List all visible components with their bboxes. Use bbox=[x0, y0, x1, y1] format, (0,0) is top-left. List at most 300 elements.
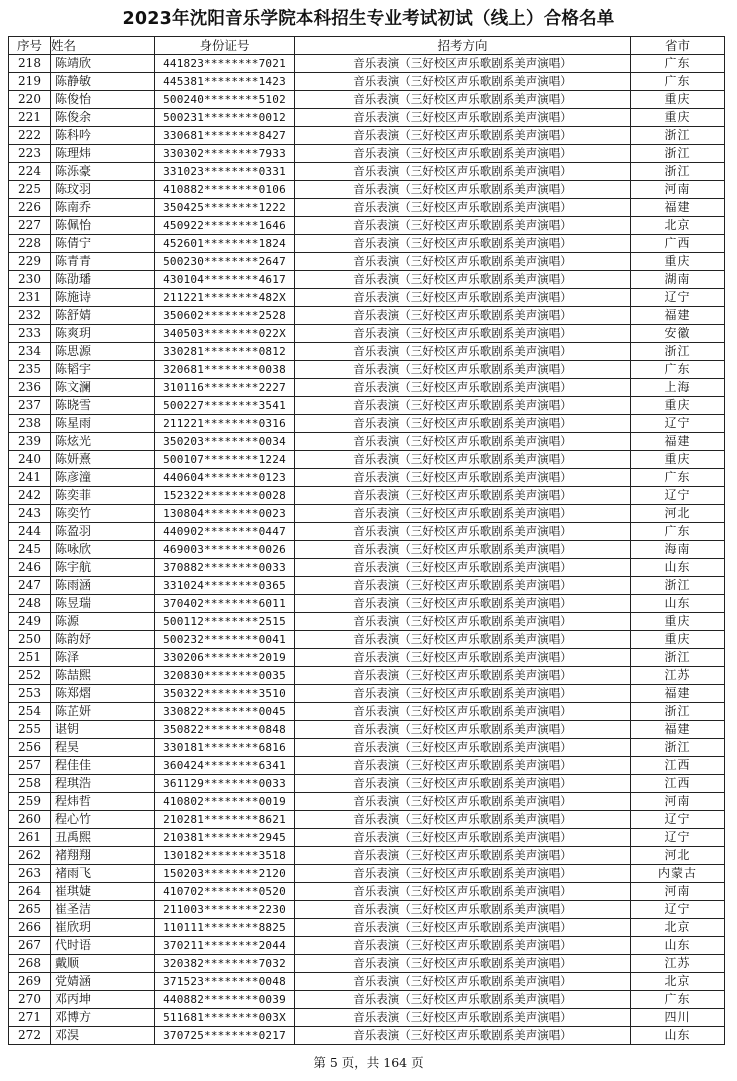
table-row bbox=[9, 757, 725, 775]
cell-name: 陈奕菲 bbox=[51, 487, 155, 505]
cell-no: 252 bbox=[9, 667, 51, 685]
cell-no: 243 bbox=[9, 505, 51, 523]
cell-no: 247 bbox=[9, 577, 51, 595]
cell-id-number: 330181********6816 bbox=[155, 739, 295, 757]
cell-no: 256 bbox=[9, 739, 51, 757]
cell-id-number: 371523********0048 bbox=[155, 973, 295, 991]
cell-id-number: 445381********1423 bbox=[155, 73, 295, 91]
cell-direction: 音乐表演（三好校区声乐歌剧系美声演唱） bbox=[295, 235, 631, 253]
table-row bbox=[9, 829, 725, 847]
cell-id-number: 350822********0848 bbox=[155, 721, 295, 739]
cell-province: 河北 bbox=[631, 505, 725, 523]
cell-id-number: 330281********0812 bbox=[155, 343, 295, 361]
table-row bbox=[9, 271, 725, 289]
cell-no: 255 bbox=[9, 721, 51, 739]
cell-direction: 音乐表演（三好校区声乐歌剧系美声演唱） bbox=[295, 91, 631, 109]
cell-no: 265 bbox=[9, 901, 51, 919]
cell-id-number: 430104********4617 bbox=[155, 271, 295, 289]
cell-no: 259 bbox=[9, 793, 51, 811]
cell-no: 271 bbox=[9, 1009, 51, 1027]
cell-province: 上海 bbox=[631, 379, 725, 397]
cell-province: 湖南 bbox=[631, 271, 725, 289]
cell-province: 福建 bbox=[631, 685, 725, 703]
table-row bbox=[9, 451, 725, 469]
cell-no: 221 bbox=[9, 109, 51, 127]
cell-name: 党婧涵 bbox=[51, 973, 155, 991]
cell-id-number: 500231********0012 bbox=[155, 109, 295, 127]
cell-name: 陈韬宇 bbox=[51, 361, 155, 379]
cell-direction: 音乐表演（三好校区声乐歌剧系美声演唱） bbox=[295, 649, 631, 667]
cell-name: 邓博方 bbox=[51, 1009, 155, 1027]
header-no: 序号 bbox=[9, 37, 51, 55]
page-title: 2023年沈阳音乐学院本科招生专业考试初试（线上）合格名单 bbox=[122, 9, 615, 29]
table-row bbox=[9, 991, 725, 1009]
cell-province: 浙江 bbox=[631, 127, 725, 145]
cell-name: 陈青青 bbox=[51, 253, 155, 271]
cell-direction: 音乐表演（三好校区声乐歌剧系美声演唱） bbox=[295, 181, 631, 199]
cell-province: 河北 bbox=[631, 847, 725, 865]
cell-id-number: 130804********0023 bbox=[155, 505, 295, 523]
cell-direction: 音乐表演（三好校区声乐歌剧系美声演唱） bbox=[295, 127, 631, 145]
cell-direction: 音乐表演（三好校区声乐歌剧系美声演唱） bbox=[295, 595, 631, 613]
cell-province: 重庆 bbox=[631, 91, 725, 109]
cell-id-number: 330681********8427 bbox=[155, 127, 295, 145]
table-row bbox=[9, 847, 725, 865]
cell-id-number: 370882********0033 bbox=[155, 559, 295, 577]
cell-province: 辽宁 bbox=[631, 811, 725, 829]
admission-list-table bbox=[8, 36, 725, 1045]
cell-no: 218 bbox=[9, 55, 51, 73]
cell-no: 246 bbox=[9, 559, 51, 577]
cell-id-number: 320382********7032 bbox=[155, 955, 295, 973]
cell-direction: 音乐表演（三好校区声乐歌剧系美声演唱） bbox=[295, 775, 631, 793]
cell-id-number: 350203********0034 bbox=[155, 433, 295, 451]
cell-name: 丑禹熙 bbox=[51, 829, 155, 847]
cell-no: 222 bbox=[9, 127, 51, 145]
cell-province: 辽宁 bbox=[631, 901, 725, 919]
cell-name: 陈咏欣 bbox=[51, 541, 155, 559]
table-row bbox=[9, 217, 725, 235]
cell-direction: 音乐表演（三好校区声乐歌剧系美声演唱） bbox=[295, 703, 631, 721]
cell-name: 陈俊余 bbox=[51, 109, 155, 127]
cell-direction: 音乐表演（三好校区声乐歌剧系美声演唱） bbox=[295, 685, 631, 703]
cell-no: 270 bbox=[9, 991, 51, 1009]
cell-no: 231 bbox=[9, 289, 51, 307]
table-row bbox=[9, 109, 725, 127]
cell-no: 225 bbox=[9, 181, 51, 199]
cell-id-number: 210381********2945 bbox=[155, 829, 295, 847]
cell-no: 261 bbox=[9, 829, 51, 847]
cell-province: 山东 bbox=[631, 937, 725, 955]
cell-name: 陈星雨 bbox=[51, 415, 155, 433]
cell-no: 223 bbox=[9, 145, 51, 163]
table-row bbox=[9, 865, 725, 883]
cell-id-number: 511681********003X bbox=[155, 1009, 295, 1027]
table-row bbox=[9, 973, 725, 991]
cell-name: 陈靖欣 bbox=[51, 55, 155, 73]
cell-direction: 音乐表演（三好校区声乐歌剧系美声演唱） bbox=[295, 325, 631, 343]
cell-direction: 音乐表演（三好校区声乐歌剧系美声演唱） bbox=[295, 433, 631, 451]
cell-direction: 音乐表演（三好校区声乐歌剧系美声演唱） bbox=[295, 217, 631, 235]
cell-id-number: 440882********0039 bbox=[155, 991, 295, 1009]
cell-province: 浙江 bbox=[631, 145, 725, 163]
table-row bbox=[9, 91, 725, 109]
cell-direction: 音乐表演（三好校区声乐歌剧系美声演唱） bbox=[295, 487, 631, 505]
cell-direction: 音乐表演（三好校区声乐歌剧系美声演唱） bbox=[295, 973, 631, 991]
cell-id-number: 211221********0316 bbox=[155, 415, 295, 433]
table-row bbox=[9, 937, 725, 955]
cell-name: 陈玟羽 bbox=[51, 181, 155, 199]
table-row bbox=[9, 181, 725, 199]
cell-name: 褚雨飞 bbox=[51, 865, 155, 883]
cell-name: 邓丙坤 bbox=[51, 991, 155, 1009]
cell-id-number: 440604********0123 bbox=[155, 469, 295, 487]
cell-id-number: 469003********0026 bbox=[155, 541, 295, 559]
cell-province: 内蒙古 bbox=[631, 865, 725, 883]
cell-direction: 音乐表演（三好校区声乐歌剧系美声演唱） bbox=[295, 901, 631, 919]
cell-id-number: 452601********1824 bbox=[155, 235, 295, 253]
cell-name: 陈盈羽 bbox=[51, 523, 155, 541]
table-row bbox=[9, 667, 725, 685]
table-row bbox=[9, 469, 725, 487]
table-row bbox=[9, 361, 725, 379]
cell-no: 224 bbox=[9, 163, 51, 181]
cell-no: 258 bbox=[9, 775, 51, 793]
cell-direction: 音乐表演（三好校区声乐歌剧系美声演唱） bbox=[295, 847, 631, 865]
cell-no: 253 bbox=[9, 685, 51, 703]
header-id: 身份证号 bbox=[155, 37, 295, 55]
cell-name: 陈妍熹 bbox=[51, 451, 155, 469]
table-row bbox=[9, 901, 725, 919]
cell-province: 广东 bbox=[631, 73, 725, 91]
cell-province: 四川 bbox=[631, 1009, 725, 1027]
cell-name: 谌钥 bbox=[51, 721, 155, 739]
table-row bbox=[9, 1009, 725, 1027]
cell-name: 陈泺豪 bbox=[51, 163, 155, 181]
cell-name: 崔欣玥 bbox=[51, 919, 155, 937]
cell-name: 陈施诗 bbox=[51, 289, 155, 307]
table-row bbox=[9, 397, 725, 415]
table-row bbox=[9, 127, 725, 145]
cell-direction: 音乐表演（三好校区声乐歌剧系美声演唱） bbox=[295, 397, 631, 415]
cell-direction: 音乐表演（三好校区声乐歌剧系美声演唱） bbox=[295, 505, 631, 523]
cell-direction: 音乐表演（三好校区声乐歌剧系美声演唱） bbox=[295, 199, 631, 217]
cell-name: 陈文澜 bbox=[51, 379, 155, 397]
table-row bbox=[9, 811, 725, 829]
cell-direction: 音乐表演（三好校区声乐歌剧系美声演唱） bbox=[295, 937, 631, 955]
cell-name: 戴顺 bbox=[51, 955, 155, 973]
cell-id-number: 370725********0217 bbox=[155, 1027, 295, 1045]
cell-province: 山东 bbox=[631, 595, 725, 613]
cell-name: 陈理炜 bbox=[51, 145, 155, 163]
cell-province: 浙江 bbox=[631, 703, 725, 721]
cell-province: 广东 bbox=[631, 523, 725, 541]
cell-id-number: 150203********2120 bbox=[155, 865, 295, 883]
cell-no: 219 bbox=[9, 73, 51, 91]
cell-name: 陈昱瑞 bbox=[51, 595, 155, 613]
cell-id-number: 211221********482X bbox=[155, 289, 295, 307]
cell-id-number: 500107********1224 bbox=[155, 451, 295, 469]
cell-province: 河南 bbox=[631, 883, 725, 901]
cell-direction: 音乐表演（三好校区声乐歌剧系美声演唱） bbox=[295, 955, 631, 973]
cell-direction: 音乐表演（三好校区声乐歌剧系美声演唱） bbox=[295, 721, 631, 739]
cell-province: 浙江 bbox=[631, 577, 725, 595]
table-row bbox=[9, 145, 725, 163]
cell-province: 重庆 bbox=[631, 613, 725, 631]
cell-id-number: 350602********2528 bbox=[155, 307, 295, 325]
cell-province: 广东 bbox=[631, 361, 725, 379]
cell-name: 陈源 bbox=[51, 613, 155, 631]
cell-no: 235 bbox=[9, 361, 51, 379]
cell-direction: 音乐表演（三好校区声乐歌剧系美声演唱） bbox=[295, 757, 631, 775]
cell-id-number: 500112********2515 bbox=[155, 613, 295, 631]
cell-province: 安徽 bbox=[631, 325, 725, 343]
cell-province: 广东 bbox=[631, 991, 725, 1009]
cell-id-number: 361129********0033 bbox=[155, 775, 295, 793]
cell-province: 重庆 bbox=[631, 253, 725, 271]
table-row bbox=[9, 343, 725, 361]
cell-no: 251 bbox=[9, 649, 51, 667]
cell-province: 河南 bbox=[631, 793, 725, 811]
cell-name: 陈倩宁 bbox=[51, 235, 155, 253]
cell-province: 福建 bbox=[631, 199, 725, 217]
cell-name: 陈舒婧 bbox=[51, 307, 155, 325]
cell-name: 邓淏 bbox=[51, 1027, 155, 1045]
cell-province: 重庆 bbox=[631, 109, 725, 127]
cell-province: 北京 bbox=[631, 973, 725, 991]
cell-direction: 音乐表演（三好校区声乐歌剧系美声演唱） bbox=[295, 811, 631, 829]
cell-province: 辽宁 bbox=[631, 415, 725, 433]
cell-id-number: 211003********2230 bbox=[155, 901, 295, 919]
cell-province: 重庆 bbox=[631, 397, 725, 415]
cell-id-number: 331023********0331 bbox=[155, 163, 295, 181]
cell-direction: 音乐表演（三好校区声乐歌剧系美声演唱） bbox=[295, 793, 631, 811]
table-row bbox=[9, 325, 725, 343]
cell-id-number: 500230********2647 bbox=[155, 253, 295, 271]
cell-name: 程昊 bbox=[51, 739, 155, 757]
cell-no: 260 bbox=[9, 811, 51, 829]
cell-name: 陈奕竹 bbox=[51, 505, 155, 523]
cell-name: 陈喆熙 bbox=[51, 667, 155, 685]
cell-id-number: 350425********1222 bbox=[155, 199, 295, 217]
table-row bbox=[9, 253, 725, 271]
cell-province: 福建 bbox=[631, 721, 725, 739]
cell-province: 广西 bbox=[631, 235, 725, 253]
cell-id-number: 370211********2044 bbox=[155, 937, 295, 955]
cell-no: 236 bbox=[9, 379, 51, 397]
table-body bbox=[9, 55, 725, 1045]
cell-id-number: 331024********0365 bbox=[155, 577, 295, 595]
table-row bbox=[9, 541, 725, 559]
cell-direction: 音乐表演（三好校区声乐歌剧系美声演唱） bbox=[295, 253, 631, 271]
cell-no: 233 bbox=[9, 325, 51, 343]
table-row bbox=[9, 73, 725, 91]
cell-direction: 音乐表演（三好校区声乐歌剧系美声演唱） bbox=[295, 307, 631, 325]
table-row bbox=[9, 955, 725, 973]
cell-province: 辽宁 bbox=[631, 829, 725, 847]
table-row bbox=[9, 559, 725, 577]
cell-no: 264 bbox=[9, 883, 51, 901]
cell-id-number: 450922********1646 bbox=[155, 217, 295, 235]
cell-province: 福建 bbox=[631, 433, 725, 451]
cell-no: 230 bbox=[9, 271, 51, 289]
table-row bbox=[9, 235, 725, 253]
cell-id-number: 110111********8825 bbox=[155, 919, 295, 937]
table-row bbox=[9, 649, 725, 667]
cell-no: 227 bbox=[9, 217, 51, 235]
table-row bbox=[9, 307, 725, 325]
table-row bbox=[9, 793, 725, 811]
cell-name: 崔圣洁 bbox=[51, 901, 155, 919]
cell-province: 江西 bbox=[631, 775, 725, 793]
cell-direction: 音乐表演（三好校区声乐歌剧系美声演唱） bbox=[295, 829, 631, 847]
cell-province: 浙江 bbox=[631, 739, 725, 757]
cell-direction: 音乐表演（三好校区声乐歌剧系美声演唱） bbox=[295, 289, 631, 307]
cell-name: 陈炫光 bbox=[51, 433, 155, 451]
cell-name: 崔琪婕 bbox=[51, 883, 155, 901]
cell-direction: 音乐表演（三好校区声乐歌剧系美声演唱） bbox=[295, 73, 631, 91]
cell-id-number: 310116********2227 bbox=[155, 379, 295, 397]
cell-name: 陈雨涵 bbox=[51, 577, 155, 595]
cell-province: 辽宁 bbox=[631, 487, 725, 505]
cell-name: 陈南乔 bbox=[51, 199, 155, 217]
cell-direction: 音乐表演（三好校区声乐歌剧系美声演唱） bbox=[295, 865, 631, 883]
cell-province: 浙江 bbox=[631, 649, 725, 667]
cell-id-number: 320681********0038 bbox=[155, 361, 295, 379]
cell-province: 山东 bbox=[631, 1027, 725, 1045]
table-row bbox=[9, 505, 725, 523]
table-row bbox=[9, 379, 725, 397]
table-row bbox=[9, 631, 725, 649]
cell-name: 陈宇航 bbox=[51, 559, 155, 577]
cell-id-number: 330206********2019 bbox=[155, 649, 295, 667]
cell-no: 241 bbox=[9, 469, 51, 487]
cell-no: 229 bbox=[9, 253, 51, 271]
header-province: 省市 bbox=[631, 37, 725, 55]
cell-no: 263 bbox=[9, 865, 51, 883]
table-row bbox=[9, 775, 725, 793]
cell-no: 234 bbox=[9, 343, 51, 361]
cell-name: 代时语 bbox=[51, 937, 155, 955]
cell-province: 重庆 bbox=[631, 451, 725, 469]
cell-province: 河南 bbox=[631, 181, 725, 199]
cell-name: 陈爽玥 bbox=[51, 325, 155, 343]
table-row bbox=[9, 1027, 725, 1045]
cell-direction: 音乐表演（三好校区声乐歌剧系美声演唱） bbox=[295, 109, 631, 127]
cell-direction: 音乐表演（三好校区声乐歌剧系美声演唱） bbox=[295, 1027, 631, 1045]
cell-id-number: 410882********0106 bbox=[155, 181, 295, 199]
cell-id-number: 320830********0035 bbox=[155, 667, 295, 685]
cell-id-number: 441823********7021 bbox=[155, 55, 295, 73]
cell-direction: 音乐表演（三好校区声乐歌剧系美声演唱） bbox=[295, 631, 631, 649]
cell-name: 陈晓雪 bbox=[51, 397, 155, 415]
table-row bbox=[9, 721, 725, 739]
cell-province: 福建 bbox=[631, 307, 725, 325]
cell-id-number: 500227********3541 bbox=[155, 397, 295, 415]
cell-province: 广东 bbox=[631, 55, 725, 73]
page-footer: 第 5 页，共 164 页 bbox=[313, 1055, 424, 1070]
cell-no: 242 bbox=[9, 487, 51, 505]
cell-no: 232 bbox=[9, 307, 51, 325]
cell-direction: 音乐表演（三好校区声乐歌剧系美声演唱） bbox=[295, 1009, 631, 1027]
cell-id-number: 330302********7933 bbox=[155, 145, 295, 163]
cell-direction: 音乐表演（三好校区声乐歌剧系美声演唱） bbox=[295, 379, 631, 397]
cell-no: 268 bbox=[9, 955, 51, 973]
table-row bbox=[9, 163, 725, 181]
cell-direction: 音乐表演（三好校区声乐歌剧系美声演唱） bbox=[295, 55, 631, 73]
cell-name: 陈思源 bbox=[51, 343, 155, 361]
cell-id-number: 500232********0041 bbox=[155, 631, 295, 649]
table-row bbox=[9, 523, 725, 541]
cell-no: 240 bbox=[9, 451, 51, 469]
cell-province: 北京 bbox=[631, 217, 725, 235]
cell-id-number: 152322********0028 bbox=[155, 487, 295, 505]
cell-id-number: 210281********8621 bbox=[155, 811, 295, 829]
cell-name: 陈科吟 bbox=[51, 127, 155, 145]
cell-direction: 音乐表演（三好校区声乐歌剧系美声演唱） bbox=[295, 361, 631, 379]
cell-name: 褚翔翔 bbox=[51, 847, 155, 865]
cell-id-number: 410702********0520 bbox=[155, 883, 295, 901]
cell-direction: 音乐表演（三好校区声乐歌剧系美声演唱） bbox=[295, 577, 631, 595]
cell-no: 267 bbox=[9, 937, 51, 955]
cell-name: 陈俊怡 bbox=[51, 91, 155, 109]
cell-direction: 音乐表演（三好校区声乐歌剧系美声演唱） bbox=[295, 919, 631, 937]
table-row bbox=[9, 685, 725, 703]
cell-province: 广东 bbox=[631, 469, 725, 487]
table-row bbox=[9, 703, 725, 721]
cell-name: 陈彦潼 bbox=[51, 469, 155, 487]
cell-province: 辽宁 bbox=[631, 289, 725, 307]
cell-province: 海南 bbox=[631, 541, 725, 559]
cell-id-number: 370402********6011 bbox=[155, 595, 295, 613]
table-row bbox=[9, 613, 725, 631]
cell-no: 239 bbox=[9, 433, 51, 451]
cell-name: 陈佩怡 bbox=[51, 217, 155, 235]
cell-no: 220 bbox=[9, 91, 51, 109]
cell-direction: 音乐表演（三好校区声乐歌剧系美声演唱） bbox=[295, 991, 631, 1009]
table-row bbox=[9, 289, 725, 307]
cell-name: 程心竹 bbox=[51, 811, 155, 829]
cell-no: 262 bbox=[9, 847, 51, 865]
cell-id-number: 350322********3510 bbox=[155, 685, 295, 703]
cell-no: 226 bbox=[9, 199, 51, 217]
table-row bbox=[9, 577, 725, 595]
cell-no: 237 bbox=[9, 397, 51, 415]
cell-province: 山东 bbox=[631, 559, 725, 577]
cell-id-number: 340503********022X bbox=[155, 325, 295, 343]
table-row bbox=[9, 883, 725, 901]
table-row bbox=[9, 415, 725, 433]
cell-direction: 音乐表演（三好校区声乐歌剧系美声演唱） bbox=[295, 163, 631, 181]
table-row bbox=[9, 595, 725, 613]
cell-direction: 音乐表演（三好校区声乐歌剧系美声演唱） bbox=[295, 541, 631, 559]
cell-name: 陈泽 bbox=[51, 649, 155, 667]
cell-province: 江西 bbox=[631, 757, 725, 775]
cell-id-number: 500240********5102 bbox=[155, 91, 295, 109]
cell-id-number: 330822********0045 bbox=[155, 703, 295, 721]
cell-direction: 音乐表演（三好校区声乐歌剧系美声演唱） bbox=[295, 145, 631, 163]
cell-no: 269 bbox=[9, 973, 51, 991]
cell-name: 陈芷妍 bbox=[51, 703, 155, 721]
cell-direction: 音乐表演（三好校区声乐歌剧系美声演唱） bbox=[295, 469, 631, 487]
cell-name: 陈静敏 bbox=[51, 73, 155, 91]
cell-name: 程佳佳 bbox=[51, 757, 155, 775]
table-row bbox=[9, 433, 725, 451]
cell-direction: 音乐表演（三好校区声乐歌剧系美声演唱） bbox=[295, 883, 631, 901]
cell-no: 254 bbox=[9, 703, 51, 721]
cell-id-number: 360424********6341 bbox=[155, 757, 295, 775]
cell-direction: 音乐表演（三好校区声乐歌剧系美声演唱） bbox=[295, 451, 631, 469]
